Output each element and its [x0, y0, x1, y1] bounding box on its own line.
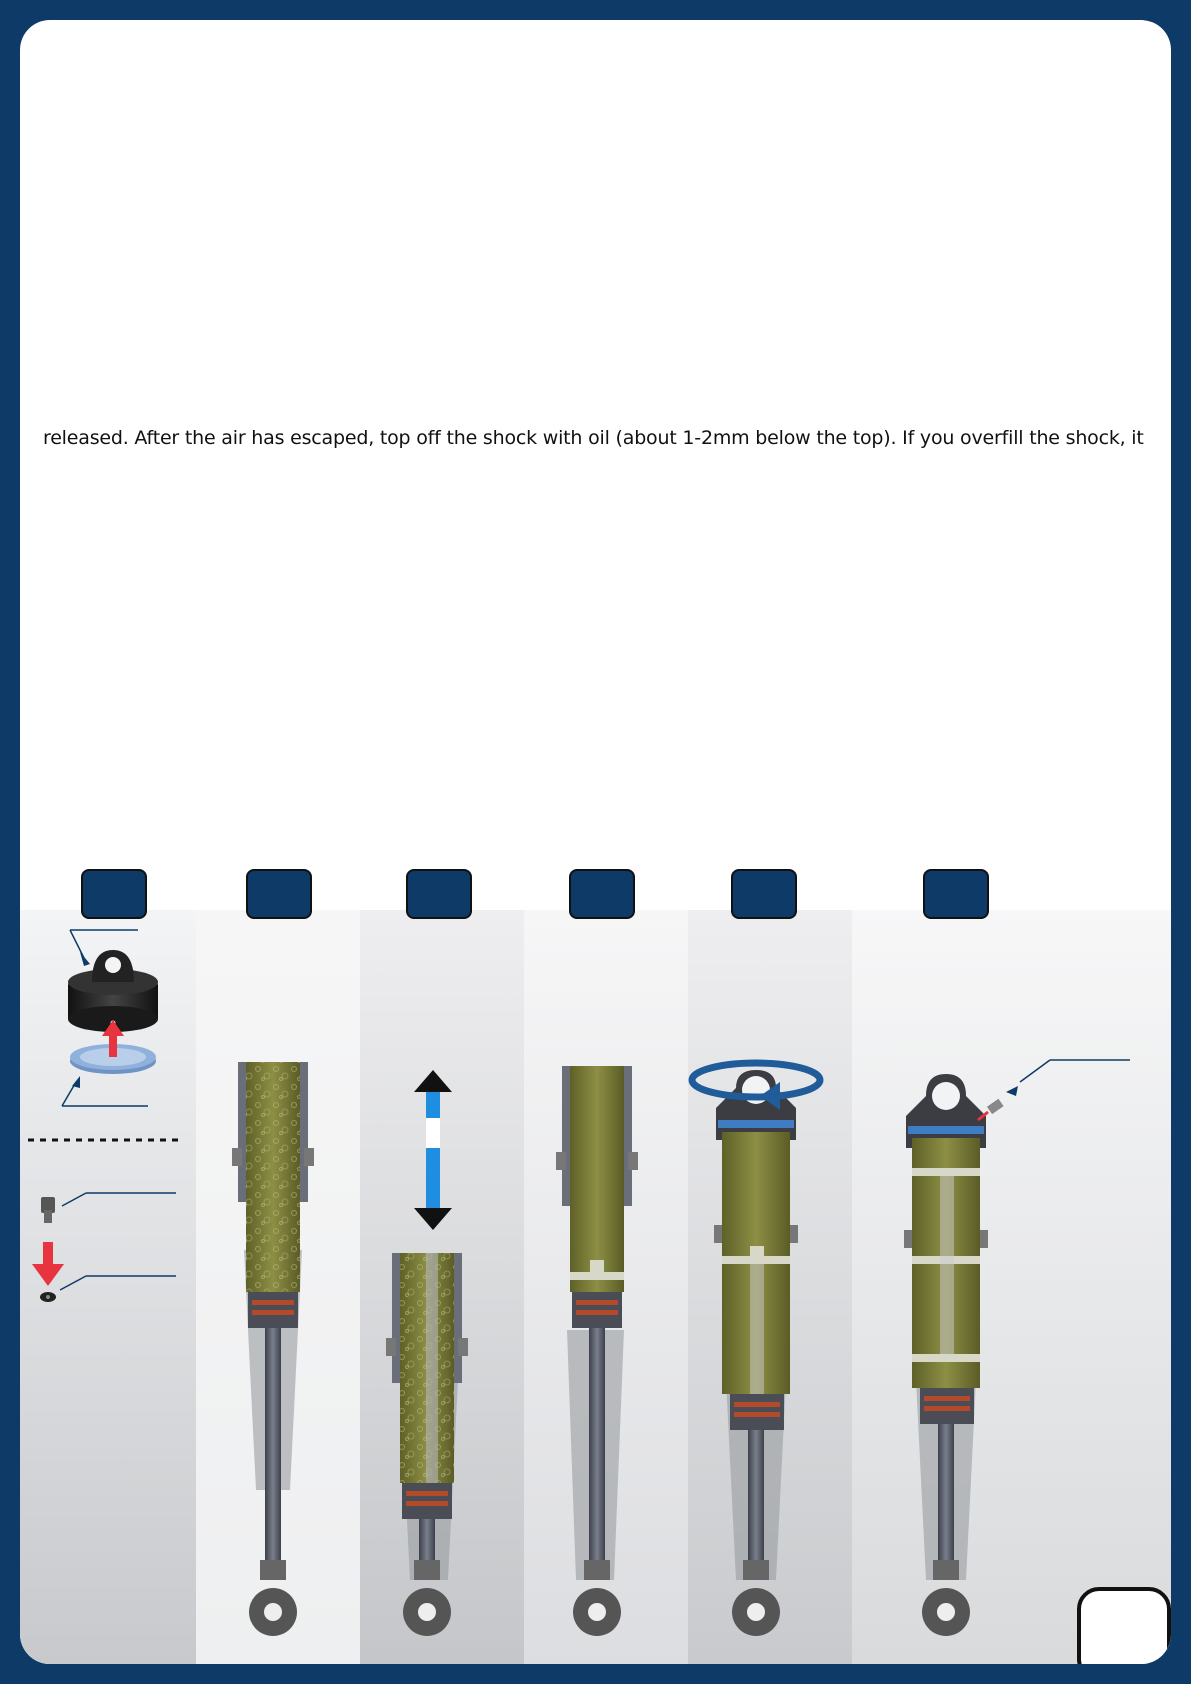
instruction-text: released. After the air has escaped, top off the shock with oil (about 1-2mm below the top). If you overfill the shock, it [43, 427, 1144, 449]
step5-cap-install [692, 1063, 820, 1636]
step4-shock-settled [556, 1066, 638, 1636]
step6-shock-assembled [904, 1060, 1130, 1636]
step2-shock-filled [232, 1062, 314, 1636]
shock-illustrations [20, 20, 1171, 1664]
manual-page [20, 20, 1171, 1664]
page-number-badge [1077, 1587, 1171, 1664]
step1-cap-parts [28, 930, 178, 1302]
step3-shock-stroke [386, 1070, 468, 1636]
